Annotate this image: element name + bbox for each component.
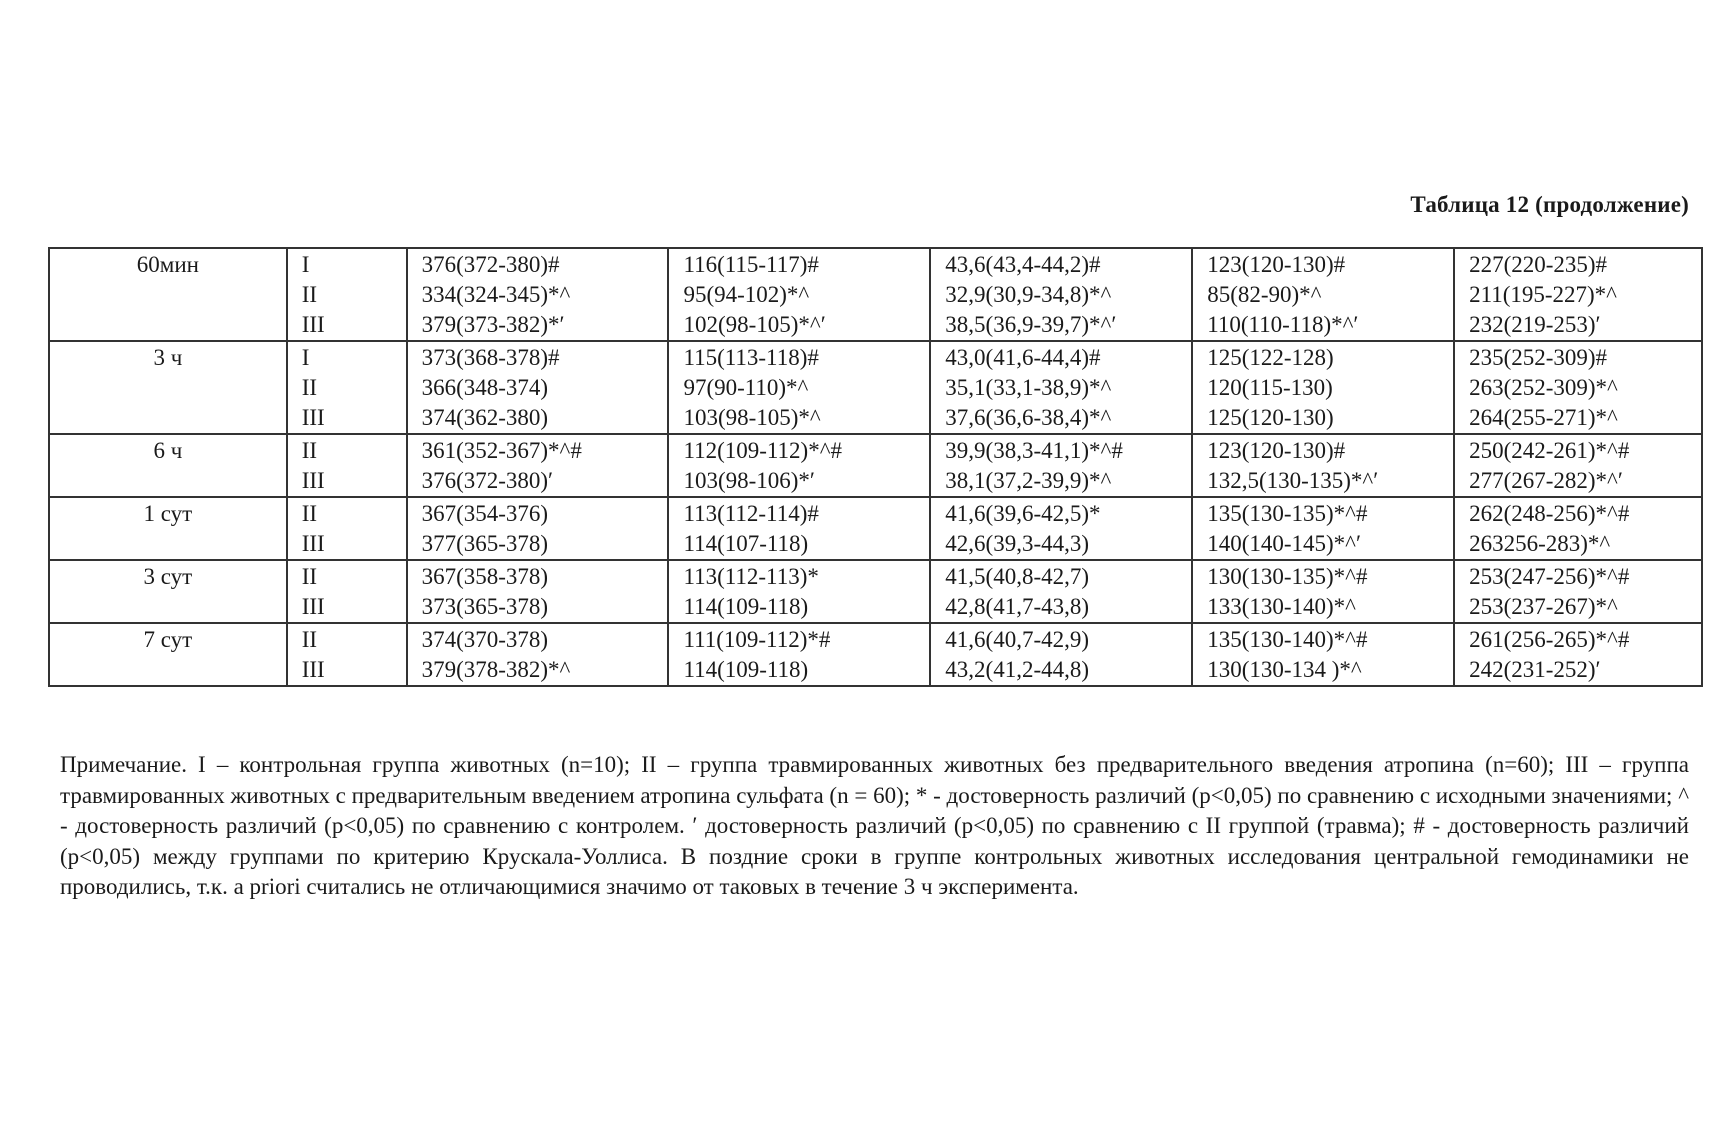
table-body bbox=[49, 248, 1702, 686]
cell-value: 242(231-252)′ bbox=[1469, 657, 1601, 682]
group-cell bbox=[287, 560, 407, 623]
group-label: II bbox=[301, 438, 318, 463]
cell-value: 367(354-376) bbox=[421, 501, 549, 526]
value-cell bbox=[668, 560, 930, 623]
cell-value: 95(94-102)*^ bbox=[683, 282, 810, 307]
value-cell bbox=[668, 434, 930, 497]
cell-value: 111(109-112)*# bbox=[683, 627, 831, 652]
cell-value: 373(365-378) bbox=[421, 594, 549, 619]
cell-value: 227(220-235)# bbox=[1469, 252, 1608, 277]
cell-value: 112(109-112)*^# bbox=[683, 438, 843, 463]
cell-value: 250(242-261)*^# bbox=[1469, 438, 1630, 463]
cell-value: 125(120-130) bbox=[1207, 405, 1334, 430]
table-row bbox=[49, 623, 1702, 686]
group-label: II bbox=[301, 627, 318, 652]
cell-value: 42,8(41,7-43,8) bbox=[945, 594, 1090, 619]
group-label: III bbox=[301, 594, 325, 619]
cell-value: 374(370-378) bbox=[421, 627, 549, 652]
value-cell bbox=[407, 560, 669, 623]
cell-value: 261(256-265)*^# bbox=[1469, 627, 1630, 652]
cell-value: 113(112-113)* bbox=[683, 564, 819, 589]
group-label: II bbox=[301, 375, 318, 400]
cell-value: 140(140-145)*^′ bbox=[1207, 531, 1361, 556]
cell-value: 264(255-271)*^ bbox=[1469, 405, 1618, 430]
cell-value: 263256-283)*^ bbox=[1469, 531, 1611, 556]
group-label: III bbox=[301, 531, 325, 556]
cell-value: 42,6(39,3-44,3) bbox=[945, 531, 1090, 556]
time-label: 3 ч bbox=[153, 345, 183, 370]
value-cell bbox=[1454, 341, 1702, 434]
cell-value: 39,9(38,3-41,1)*^# bbox=[945, 438, 1123, 463]
cell-value: 102(98-105)*^′ bbox=[683, 312, 826, 337]
time-cell bbox=[49, 434, 287, 497]
cell-value: 253(247-256)*^# bbox=[1469, 564, 1630, 589]
value-cell bbox=[930, 341, 1192, 434]
table-caption: Таблица 12 (продолжение) bbox=[1410, 192, 1689, 217]
cell-value: 253(237-267)*^ bbox=[1469, 594, 1618, 619]
cell-value: 113(112-114)# bbox=[683, 501, 819, 526]
cell-value: 232(219-253)′ bbox=[1469, 312, 1601, 337]
value-cell bbox=[930, 560, 1192, 623]
value-cell bbox=[930, 434, 1192, 497]
group-label: III bbox=[301, 405, 325, 430]
group-cell bbox=[287, 497, 407, 560]
cell-value: 376(372-380)# bbox=[421, 252, 560, 277]
cell-value: 334(324-345)*^ bbox=[421, 282, 571, 307]
cell-value: 103(98-105)*^ bbox=[683, 405, 821, 430]
results-table bbox=[48, 247, 1703, 687]
cell-value: 135(130-140)*^# bbox=[1207, 627, 1368, 652]
cell-value: 43,0(41,6-44,4)# bbox=[945, 345, 1101, 370]
group-label: III bbox=[301, 312, 325, 337]
cell-value: 114(109-118) bbox=[683, 657, 809, 682]
cell-value: 41,5(40,8-42,7) bbox=[945, 564, 1090, 589]
cell-value: 38,5(36,9-39,7)*^′ bbox=[945, 312, 1117, 337]
cell-value: 135(130-135)*^# bbox=[1207, 501, 1368, 526]
value-cell bbox=[407, 497, 669, 560]
cell-value: 366(348-374) bbox=[421, 375, 549, 400]
cell-value: 125(122-128) bbox=[1207, 345, 1334, 370]
cell-value: 41,6(39,6-42,5)* bbox=[945, 501, 1101, 526]
table-row bbox=[49, 248, 1702, 341]
value-cell bbox=[407, 623, 669, 686]
cell-value: 41,6(40,7-42,9) bbox=[945, 627, 1090, 652]
cell-value: 277(267-282)*^′ bbox=[1469, 468, 1623, 493]
value-cell bbox=[407, 341, 669, 434]
group-label: II bbox=[301, 564, 318, 589]
group-cell bbox=[287, 434, 407, 497]
cell-value: 114(107-118) bbox=[683, 531, 809, 556]
value-cell bbox=[668, 623, 930, 686]
value-cell bbox=[1192, 623, 1454, 686]
cell-value: 120(115-130) bbox=[1207, 375, 1333, 400]
group-label: I bbox=[301, 252, 310, 277]
cell-value: 130(130-134 )*^ bbox=[1207, 657, 1362, 682]
group-label: III bbox=[301, 657, 325, 682]
time-label: 3 сут bbox=[143, 564, 193, 589]
cell-value: 130(130-135)*^# bbox=[1207, 564, 1368, 589]
value-cell bbox=[930, 623, 1192, 686]
cell-value: 114(109-118) bbox=[683, 594, 809, 619]
cell-value: 379(378-382)*^ bbox=[421, 657, 571, 682]
time-cell bbox=[49, 497, 287, 560]
value-cell bbox=[407, 434, 669, 497]
cell-value: 32,9(30,9-34,8)*^ bbox=[945, 282, 1112, 307]
time-label: 6 ч bbox=[153, 438, 183, 463]
value-cell bbox=[1454, 248, 1702, 341]
cell-value: 110(110-118)*^′ bbox=[1207, 312, 1359, 337]
time-cell bbox=[49, 341, 287, 434]
cell-value: 235(252-309)# bbox=[1469, 345, 1608, 370]
cell-value: 38,1(37,2-39,9)*^ bbox=[945, 468, 1112, 493]
cell-value: 373(368-378)# bbox=[421, 345, 560, 370]
time-label: 60мин bbox=[136, 252, 199, 277]
cell-value: 361(352-367)*^# bbox=[421, 438, 582, 463]
cell-value: 211(195-227)*^ bbox=[1469, 282, 1617, 307]
time-cell bbox=[49, 560, 287, 623]
value-cell bbox=[407, 248, 669, 341]
cell-value: 85(82-90)*^ bbox=[1207, 282, 1322, 307]
cell-value: 133(130-140)*^ bbox=[1207, 594, 1356, 619]
value-cell bbox=[1192, 497, 1454, 560]
value-cell bbox=[1192, 560, 1454, 623]
table-footnote: Примечание. I – контрольная группа животных (n=10); II – группа травмированных животных без предварительного введения атропина (n=60); III – группа травмированных животных с предварительным введением атропина сульфата (n = 60); * - достоверность различий (p<0,05) по сравнению с исходными значениями; ^ - достоверность различий (p<0,05) по сравнению с контролем. ′ достоверность различий (p<0,05) по сравнению с II группой (травма); # - достоверность различий (p<0,05) между группами по критерию Крускала-Уоллиса. В поздние сроки в группе контрольных животных исследования центральной гемодинамики не проводились, т.к. a priori считались не отличающимися значимо от таковых в течение 3 ч эксперимента. bbox=[60, 752, 1689, 899]
table-row bbox=[49, 560, 1702, 623]
cell-value: 123(120-130)# bbox=[1207, 438, 1346, 463]
cell-value: 116(115-117)# bbox=[683, 252, 819, 277]
cell-value: 115(113-118)# bbox=[683, 345, 819, 370]
value-cell bbox=[1192, 434, 1454, 497]
cell-value: 103(98-106)*′ bbox=[683, 468, 815, 493]
group-cell bbox=[287, 248, 407, 341]
group-label: II bbox=[301, 501, 318, 526]
time-cell bbox=[49, 248, 287, 341]
value-cell bbox=[1454, 497, 1702, 560]
cell-value: 43,2(41,2-44,8) bbox=[945, 657, 1090, 682]
cell-value: 97(90-110)*^ bbox=[683, 375, 809, 400]
value-cell bbox=[668, 341, 930, 434]
cell-value: 35,1(33,1-38,9)*^ bbox=[945, 375, 1112, 400]
group-label: I bbox=[301, 345, 310, 370]
value-cell bbox=[930, 497, 1192, 560]
group-label: II bbox=[301, 282, 318, 307]
cell-value: 263(252-309)*^ bbox=[1469, 375, 1618, 400]
cell-value: 37,6(36,6-38,4)*^ bbox=[945, 405, 1112, 430]
time-label: 1 сут bbox=[143, 501, 193, 526]
table-row bbox=[49, 497, 1702, 560]
cell-value: 367(358-378) bbox=[421, 564, 549, 589]
cell-value: 132,5(130-135)*^′ bbox=[1207, 468, 1379, 493]
group-label: III bbox=[301, 468, 325, 493]
group-cell bbox=[287, 623, 407, 686]
cell-value: 262(248-256)*^# bbox=[1469, 501, 1630, 526]
cell-value: 43,6(43,4-44,2)# bbox=[945, 252, 1101, 277]
cell-value: 377(365-378) bbox=[421, 531, 549, 556]
cell-value: 379(373-382)*′ bbox=[421, 312, 565, 337]
table-row bbox=[49, 434, 1702, 497]
time-label: 7 сут bbox=[143, 627, 193, 652]
cell-value: 374(362-380) bbox=[421, 405, 549, 430]
value-cell bbox=[1192, 341, 1454, 434]
group-cell bbox=[287, 341, 407, 434]
value-cell bbox=[1192, 248, 1454, 341]
cell-value: 376(372-380)′ bbox=[421, 468, 554, 493]
value-cell bbox=[1454, 623, 1702, 686]
value-cell bbox=[668, 497, 930, 560]
value-cell bbox=[930, 248, 1192, 341]
value-cell bbox=[1454, 560, 1702, 623]
cell-value: 123(120-130)# bbox=[1207, 252, 1346, 277]
value-cell bbox=[668, 248, 930, 341]
time-cell bbox=[49, 623, 287, 686]
value-cell bbox=[1454, 434, 1702, 497]
table-row bbox=[49, 341, 1702, 434]
